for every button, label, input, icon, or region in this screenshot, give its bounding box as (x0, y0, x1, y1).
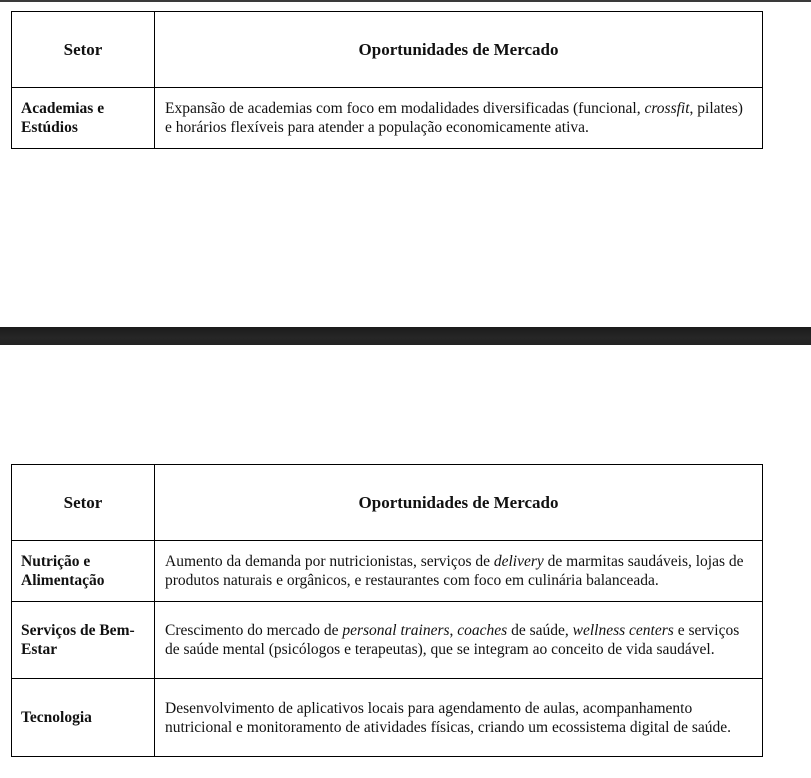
sector-cell: Serviços de Bem-Estar (12, 602, 155, 679)
text-run: Crescimento do mercado de (165, 622, 343, 639)
emphasized-term: personal trainers (342, 622, 450, 639)
market-opportunities-table-2 (11, 464, 763, 757)
page-separator (0, 327, 811, 345)
text-run: Aumento da demanda por nutricionistas, serviços de (165, 553, 494, 570)
emphasized-term: coaches (457, 622, 508, 639)
sector-cell: Nutrição e Alimentação (12, 541, 155, 602)
sector-cell: Tecnologia (12, 679, 155, 757)
header-opportunities: Oportunidades de Mercado (155, 12, 763, 88)
text-run: de marmitas saudáveis, lojas de produtos naturais e orgânicos, e restaurantes com foco em culinária balanceada. (165, 553, 744, 589)
header-sector: Setor (12, 12, 155, 88)
description-cell (155, 602, 763, 679)
emphasized-term: crossfit (644, 100, 690, 117)
header-opportunities: Oportunidades de Mercado (155, 465, 763, 541)
description-cell (155, 541, 763, 602)
table-header-row (12, 12, 763, 88)
market-opportunities-table-1 (11, 11, 763, 149)
description-cell (155, 679, 763, 757)
emphasized-term: delivery (493, 553, 544, 570)
text-run: Expansão de academias com foco em modalidades diversificadas (funcional, (165, 100, 645, 117)
table-row (12, 541, 763, 602)
table-row (12, 602, 763, 679)
header-sector: Setor (12, 465, 155, 541)
table-row (12, 679, 763, 757)
text-run: , (449, 622, 458, 639)
table-header-row (12, 465, 763, 541)
text-run: e serviços de saúde mental (psicólogos e terapeutas), que se integram ao conceito de vida saudável. (165, 622, 740, 658)
text-run: Desenvolvimento de aplicativos locais para agendamento de aulas, acompanhamento nutricional e monitoramento de atividades físicas, criando um ecossistema digital de saúde. (165, 699, 732, 736)
page-top-edge (0, 0, 811, 2)
sector-cell: Academias e Estúdios (12, 88, 155, 149)
text-run: de saúde, (507, 622, 573, 639)
text-run: , pilates) e horários flexíveis para atender a população economicamente ativa. (165, 100, 743, 136)
table-row (12, 88, 763, 149)
description-cell (155, 88, 763, 149)
emphasized-term: wellness centers (572, 622, 674, 639)
